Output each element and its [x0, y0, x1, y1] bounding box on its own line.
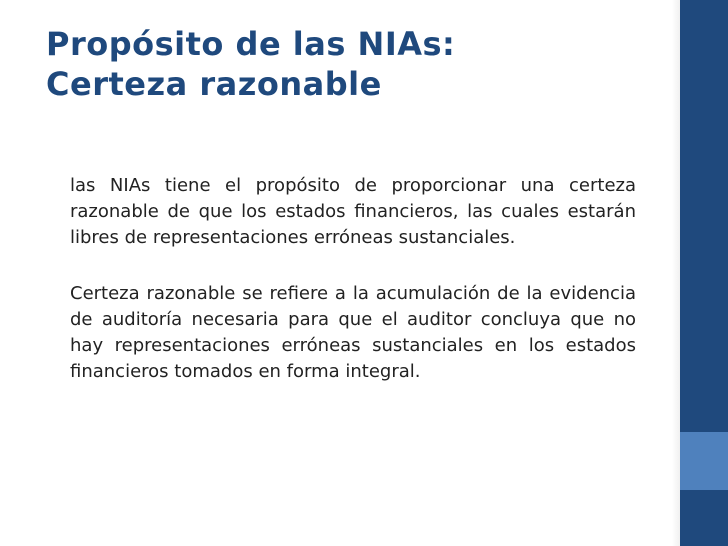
sidebar-dark-segment-top [680, 0, 728, 432]
slide-edge-shadow [672, 0, 680, 546]
sidebar-light-segment [680, 432, 728, 490]
slide-title [46, 24, 606, 104]
body-paragraph-reasonable-assurance: Certeza razonable se refiere a la acumulación de la evidencia de auditoría necesaria para que el auditor concluya que no hay representaciones erróneas sustanciales en los estados financieros tomados en forma integral. [70, 283, 636, 382]
slide-title-line-1: Propósito de las NIAs: [46, 25, 456, 63]
body-paragraph-purpose: las NIAs tiene el propósito de proporcionar una certeza razonable de que los estados financieros, las cuales estarán libres de representaciones erróneas sustanciales. [70, 175, 636, 248]
sidebar-dark-segment-bottom [680, 490, 728, 546]
decorative-sidebar [680, 0, 728, 546]
slide-title-line-2: Certeza razonable [46, 65, 382, 103]
slide-body [70, 173, 636, 385]
